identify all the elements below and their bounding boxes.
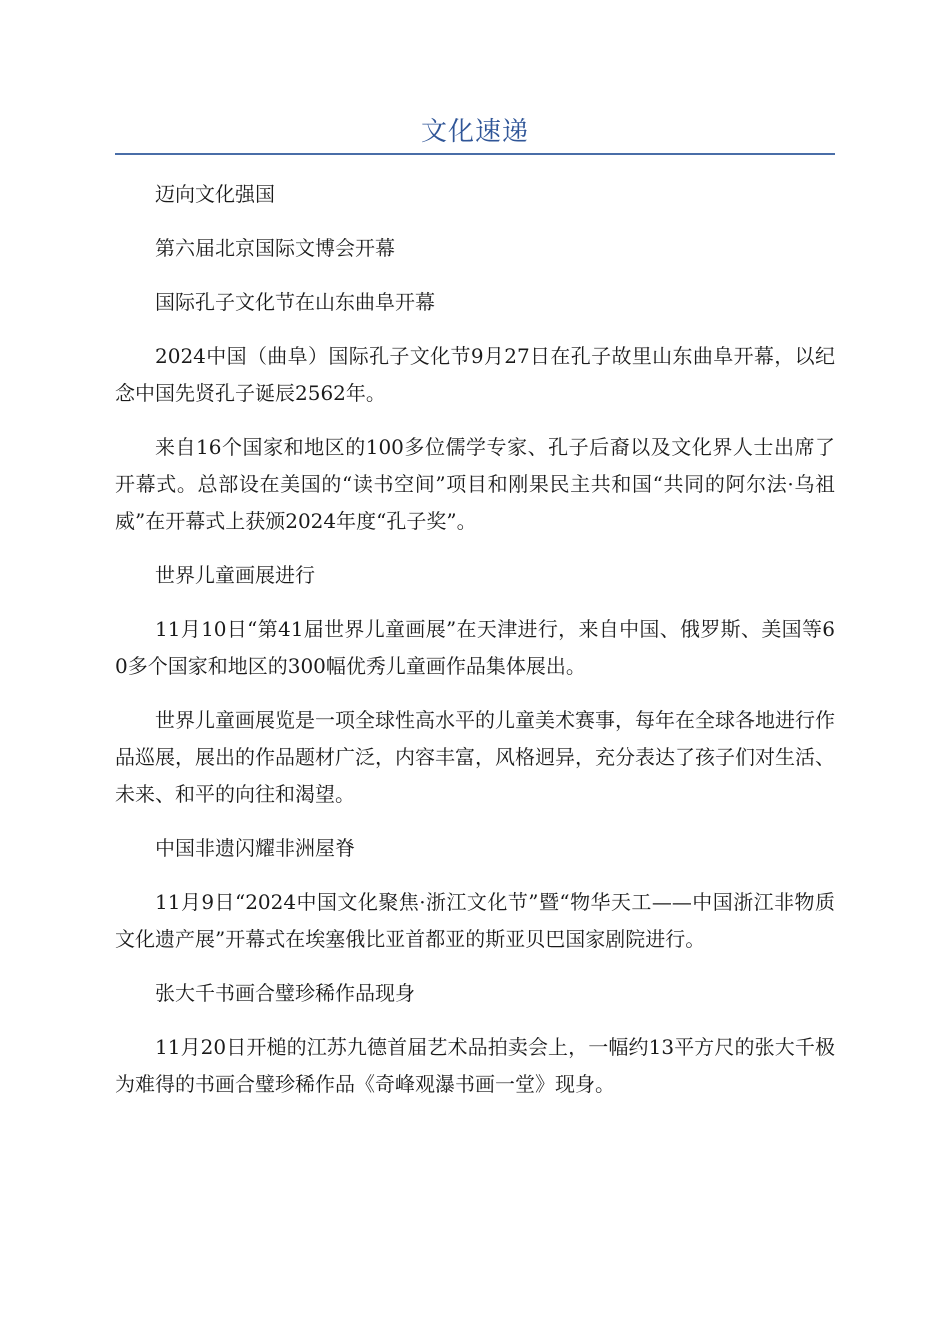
document-body xyxy=(115,176,835,1120)
document-title: 文化速递 xyxy=(420,117,529,147)
headline-confucius-festival: 国际孔子文化节在山东曲阜开幕 xyxy=(155,290,435,314)
headline-heritage-africa: 中国非遗闪耀非洲屋脊 xyxy=(155,836,355,860)
section-heading-culture-power: 迈向文化强国 xyxy=(155,182,275,206)
paragraph-confucius-prize: 来自16个国家和地区的100多位儒学专家、孔子后裔以及文化界人士出席了开幕式。总部设在美国的“读书空间”项目和刚果民主共和国“共同的阿尔法·乌祖威”在开幕式上获颁2024年度“孔子奖”。 xyxy=(115,435,835,533)
paragraph-confucius-festival-opening: 2024中国（曲阜）国际孔子文化节9月27日在孔子故里山东曲阜开幕，以纪念中国先贤孔子诞辰2562年。 xyxy=(115,344,835,405)
paragraph-heritage-ethiopia: 11月9日“2024中国文化聚焦·浙江文化节”暨“物华天工——中国浙江非物质文化遗产展”开幕式在埃塞俄比亚首都亚的斯亚贝巴国家剧院进行。 xyxy=(115,890,835,951)
title-underline-divider xyxy=(115,153,835,155)
headline-beijing-expo: 第六届北京国际文博会开幕 xyxy=(155,236,395,260)
paragraph-children-painting-description: 世界儿童画展览是一项全球性高水平的儿童美术赛事，每年在全球各地进行作品巡展，展出的作品题材广泛，内容丰富，风格迥异，充分表达了孩子们对生活、未来、和平的向往和渴望。 xyxy=(115,708,835,806)
headline-zhang-daqian: 张大千书画合璧珍稀作品现身 xyxy=(155,981,415,1005)
paragraph-zhang-daqian-auction: 11月20日开槌的江苏九德首届艺术品拍卖会上，一幅约13平方尺的张大千极为难得的书画合璧珍稀作品《奇峰观瀑书画一堂》现身。 xyxy=(115,1035,835,1096)
headline-children-painting-exhibition: 世界儿童画展进行 xyxy=(155,563,315,587)
paragraph-children-painting-tianjin: 11月10日“第41届世界儿童画展”在天津进行，来自中国、俄罗斯、美国等60多个国家和地区的300幅优秀儿童画作品集体展出。 xyxy=(115,617,835,678)
